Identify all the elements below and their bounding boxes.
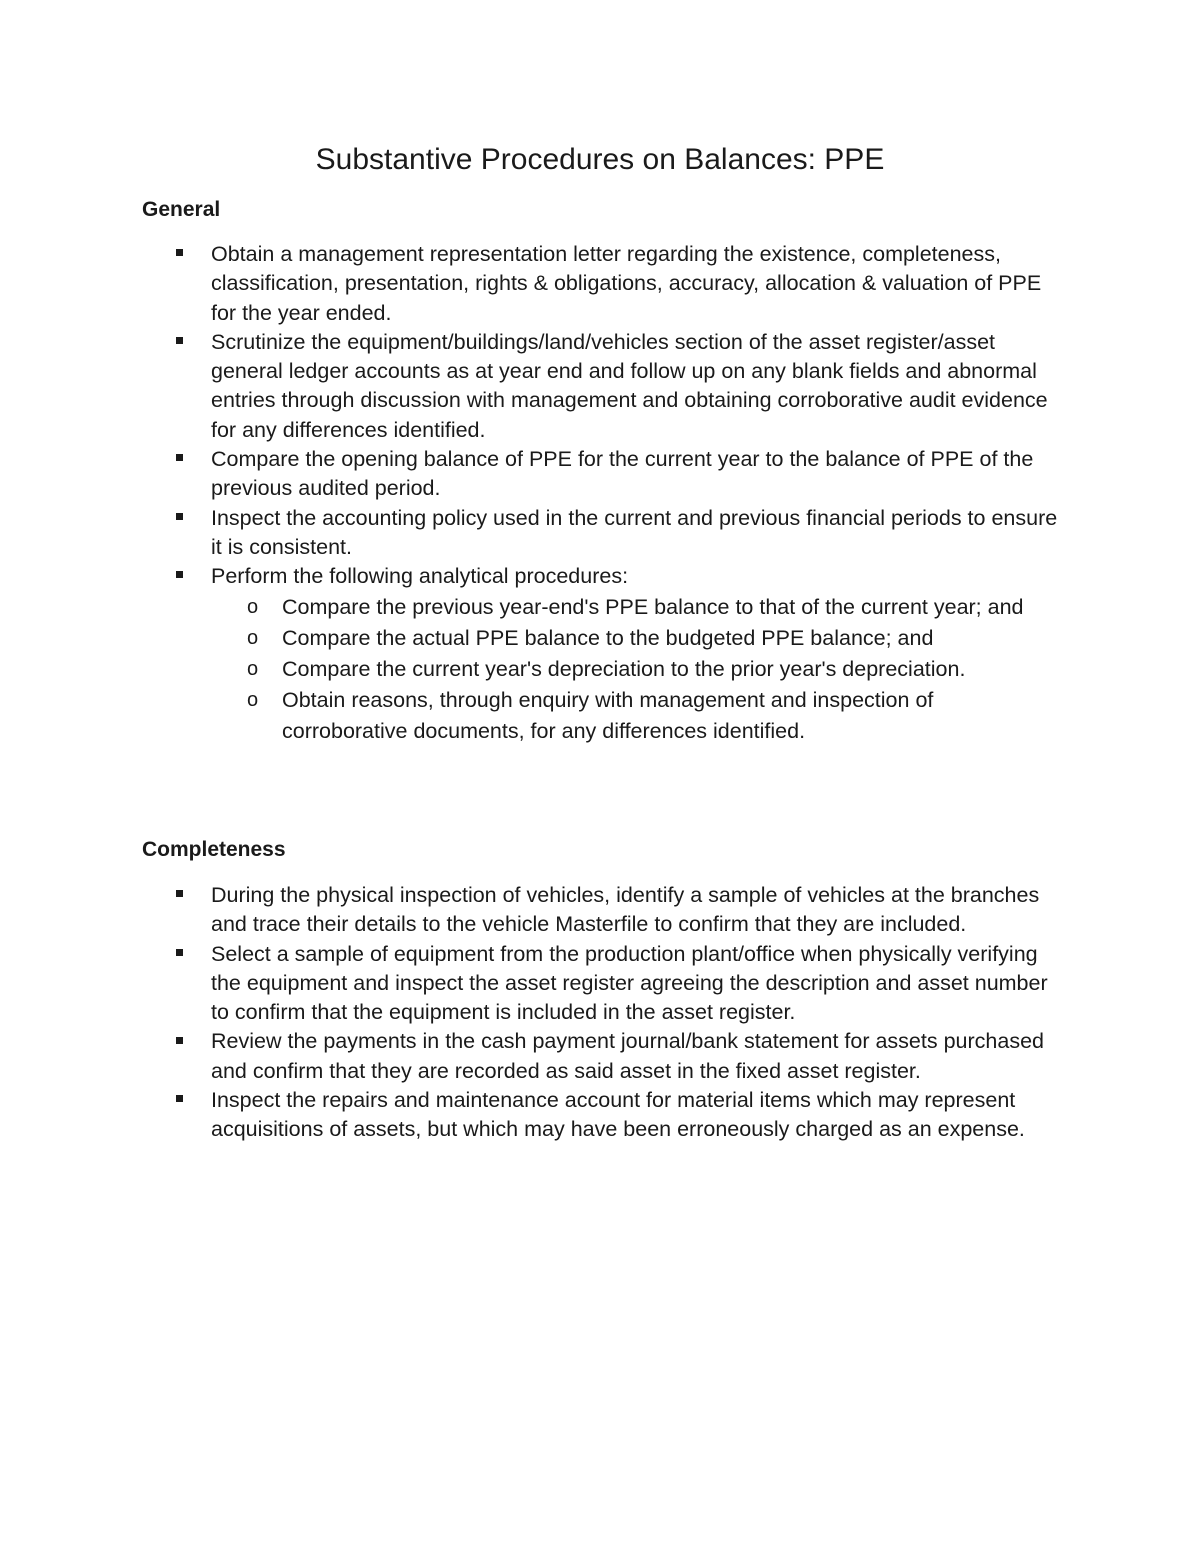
list-item-text: Select a sample of equipment from the production plant/office when physically verifying the equipment and inspect the asset register agreeing the description and asset number to confirm that the equipment is included in the asset register. [211, 941, 1048, 1025]
circle-bullet-icon: o [247, 657, 259, 680]
list-item [0, 240, 1061, 328]
sub-list-item-text: Compare the previous year-end's PPE balance to that of the current year; and [282, 594, 1024, 619]
square-bullet-icon [176, 562, 192, 591]
square-bullet-icon [176, 881, 192, 910]
circle-bullet-icon: o [247, 595, 259, 618]
list-item-text: Inspect the accounting policy used in the current and previous financial periods to ensure it is consistent. [211, 505, 1058, 559]
list-item-text: Inspect the repairs and maintenance account for material items which may represent acquisitions of assets, but which may have been erroneously charged as an expense. [211, 1088, 1025, 1142]
square-bullet-icon [176, 940, 192, 969]
general-procedures-list [0, 240, 1200, 747]
section-heading-general: General [142, 198, 221, 221]
list-item [0, 881, 1061, 940]
square-bullet-icon [176, 504, 192, 533]
sub-list-item [0, 654, 1062, 685]
sub-list-item [0, 623, 1062, 654]
sub-list-item [0, 685, 1062, 747]
list-item-text: During the physical inspection of vehicles, identify a sample of vehicles at the branches and trace their details to the vehicle Masterfile to confirm that they are included. [211, 883, 1040, 937]
list-item [0, 1086, 1061, 1145]
square-bullet-icon [176, 328, 192, 357]
sub-list-item-text: Compare the current year's depreciation to the prior year's depreciation. [282, 656, 966, 681]
list-item-text: Review the payments in the cash payment journal/bank statement for assets purchased and confirm that they are recorded as said asset in the fixed asset register. [211, 1029, 1044, 1083]
square-bullet-icon [176, 445, 192, 474]
list-item-text: Compare the opening balance of PPE for the current year to the balance of PPE of the previous audited period. [211, 447, 1034, 501]
completeness-procedures-list [0, 881, 1200, 1145]
list-item-text: Scrutinize the equipment/buildings/land/vehicles section of the asset register/asset general ledger accounts as at year end and follow up on any blank fields and abnormal entries through discussion with management and obtaining corroborative audit evidence for any differences identified. [211, 329, 1048, 442]
list-item [0, 504, 1061, 563]
analytical-procedures-sublist [211, 592, 1061, 747]
square-bullet-icon [176, 1027, 192, 1056]
sub-list-item-text: Obtain reasons, through enquiry with management and inspection of corroborative documents, for any differences identified. [282, 687, 934, 743]
section-heading-completeness: Completeness [142, 838, 286, 861]
list-item [0, 562, 1061, 746]
list-item [0, 445, 1061, 504]
sub-list-item [0, 592, 1062, 623]
list-item [0, 1027, 1061, 1086]
square-bullet-icon [176, 1086, 192, 1115]
circle-bullet-icon: o [247, 626, 259, 649]
circle-bullet-icon: o [247, 688, 259, 711]
sub-list-item-text: Compare the actual PPE balance to the budgeted PPE balance; and [282, 625, 934, 650]
list-item-text: Obtain a management representation letter regarding the existence, completeness, classification, presentation, rights & obligations, accuracy, allocation & valuation of PPE for the year ended. [211, 242, 1042, 325]
list-item [0, 940, 1061, 1028]
square-bullet-icon [176, 240, 192, 269]
list-item [0, 328, 1061, 445]
page-title: Substantive Procedures on Balances: PPE [315, 143, 885, 176]
list-item-text: Perform the following analytical procedures: [211, 564, 629, 589]
